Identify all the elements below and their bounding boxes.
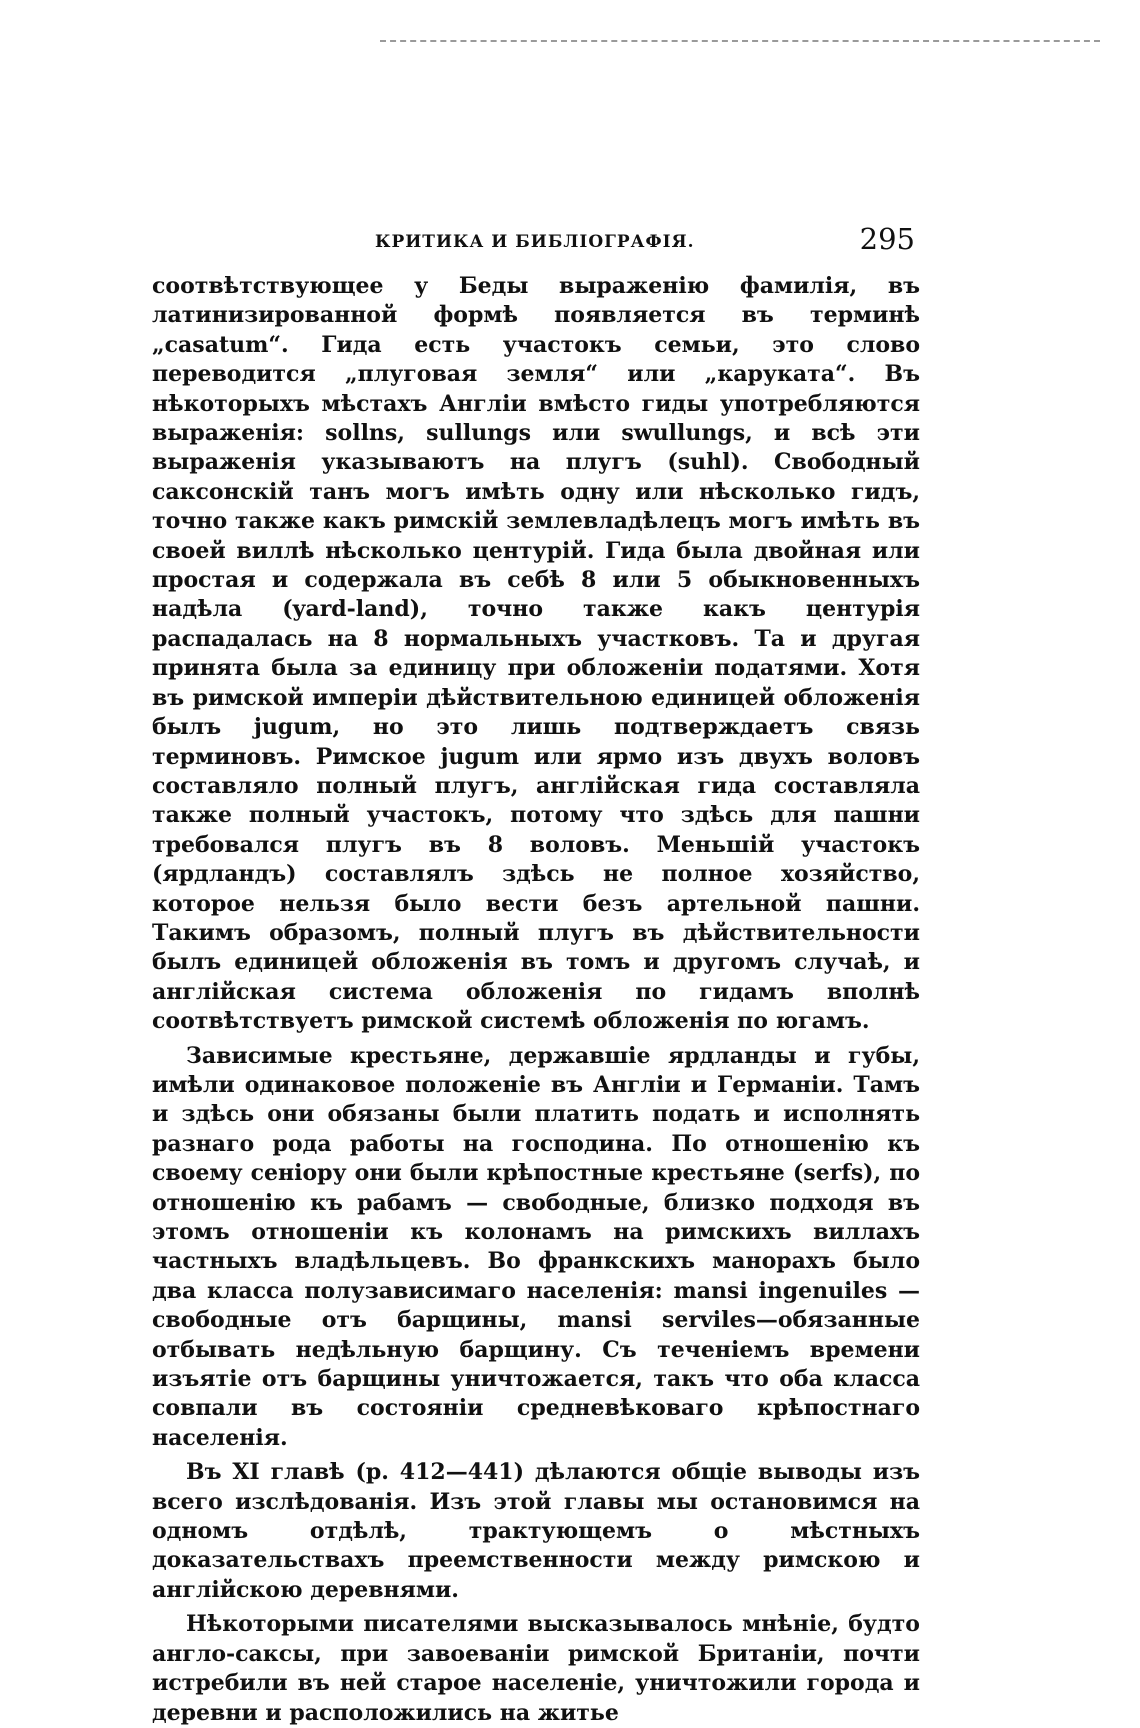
paragraph-1: соотвѣтствующее у Беды выраженію фамилія, въ латинизированной формѣ появляется въ терминѣ „casatum“. Гида есть участокъ семьи, это слово переводится „плуговая земля“ или „каруката“. Въ нѣкоторыхъ мѣстахъ Англіи вмѣсто гиды употребляются выраженія: sollns, sullungs или swullungs, и всѣ эти выраженія указываютъ на плугъ (suhl). Свободный саксонскій танъ могъ имѣть одну или нѣсколько гидъ, точно также какъ римскій землевладѣлецъ могъ имѣть въ своей виллѣ нѣсколько центурій. Гида была двойная или простая и содержала въ себѣ 8 или 5 обыкновенныхъ надѣла (yard-land), точно также какъ центурія распадалась на 8 нормальныхъ участковъ. Та и другая принята была за единицу при обложеніи податями. Хотя въ римской имперіи дѣйствительною единицей обложенія былъ jugum, но это лишь подтверждаетъ связь терминовъ. Римское jugum или ярмо изъ двухъ воловъ составляло полный плугъ, англійская гида составляла также полный участокъ, потому что здѣсь для пашни требовался плугъ въ 8 воловъ. Меньшій участокъ (ярдландъ) составлялъ здѣсь не полное хозяйство, которое нельзя было вести безъ артельной пашни. Такимъ образомъ, полный плугъ въ дѣйствительности былъ единицей обложенія въ томъ и другомъ случаѣ, и англійская система обложенія по гидамъ вполнѣ соотвѣтствуетъ римской системѣ обложенія по югамъ. xyxy=(152,273,920,1035)
paragraph-3: Въ XI главѣ (p. 412—441) дѣлаются общіе выводы изъ всего изслѣдованія. Изъ этой главы мы остановимся на одномъ отдѣлѣ, трактующемъ о мѣстныхъ доказательствахъ преемственности между римскою и англійскою деревнями. xyxy=(152,1459,920,1603)
page-header xyxy=(155,222,915,262)
page-number: 295 xyxy=(859,222,915,256)
paragraph-4: Нѣкоторыми писателями высказывалось мнѣніе, будто англо-саксы, при завоеваніи римской Британіи, почти истребили въ ней старое населеніе, уничтожили города и деревни и расположились на житье xyxy=(152,1611,920,1726)
top-rule xyxy=(380,40,1100,42)
paragraph-2: Зависимые крестьяне, державшіе ярдланды и губы, имѣли одинаковое положеніе въ Англіи и Германіи. Тамъ и здѣсь они обязаны были платить подать и исполнять разнаго рода работы на господина. По отношенію къ своему сеніору они были крѣпостные крестьяне (serfs), по отношенію къ рабамъ — свободные, близко подходя въ этомъ отношеніи къ колонамъ на римскихъ виллахъ частныхъ владѣльцевъ. Во франкскихъ манорахъ было два класса полузависимаго населенія: mansi ingenuiles — свободные отъ барщины, mansi serviles—обязанные отбывать недѣльную барщину. Съ теченіемъ времени изъятіе отъ барщины уничтожается, такъ что оба класса совпали въ состояніи средневѣковаго крѣпостнаго населенія. xyxy=(152,1042,920,1451)
body-text xyxy=(152,272,920,1728)
running-title: КРИТИКА И БИБЛІОГРАФІЯ. xyxy=(375,232,695,252)
